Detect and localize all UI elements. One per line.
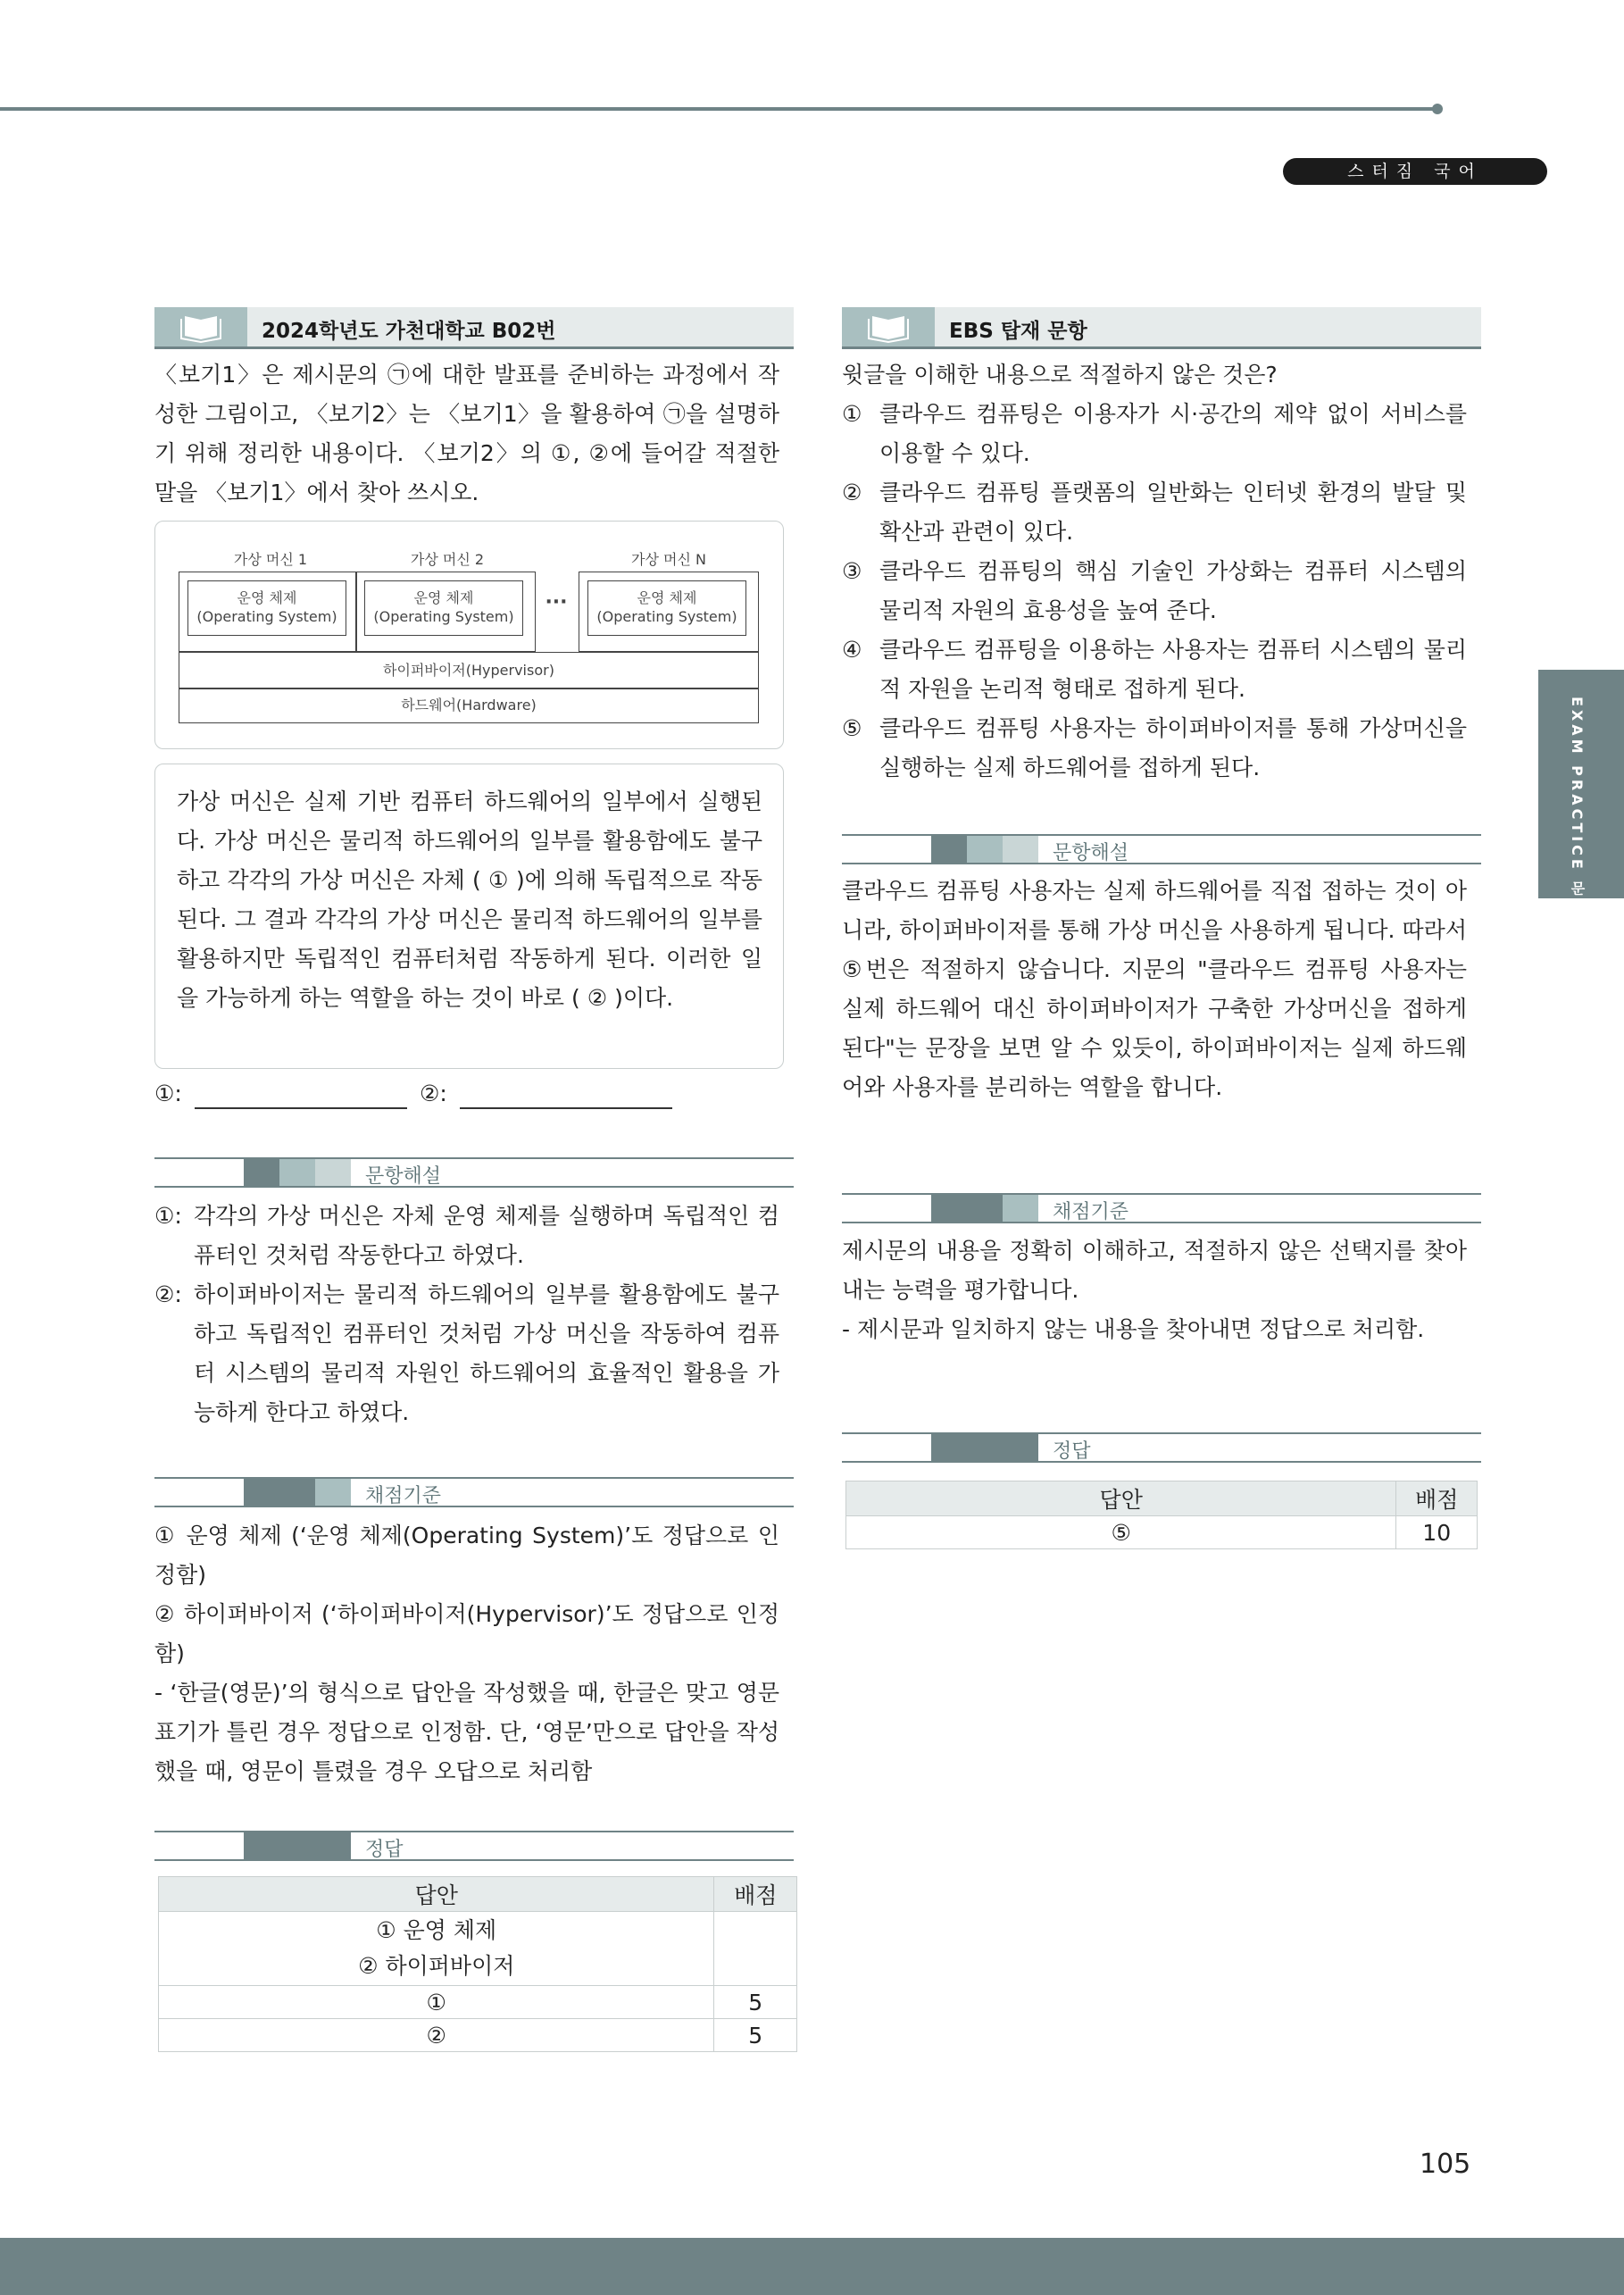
choice-5[interactable] — [842, 709, 1467, 788]
os-box-1-subtitle: (Operating System) — [196, 608, 337, 625]
left-explain-item-1 — [154, 1197, 779, 1275]
vmn-label: 가상 머신 N — [631, 551, 706, 568]
passage-box — [154, 764, 784, 1069]
ellipsis: ··· — [545, 591, 568, 613]
left-criteria-label: 채점기준 — [365, 1485, 442, 1507]
left-answer-table — [158, 1876, 797, 2052]
left-criteria-3: - ‘한글(영문)’의 형식으로 답안을 작성했을 때, 한글은 맞고 영문 표기가 틀린 경우 정답으로 인정함. 단, ‘영문’만으로 답안을 작성했을 때, 영문이 틀렸을 경우 오답으로 처리함 — [154, 1680, 779, 1784]
choice-2[interactable] — [842, 473, 1467, 552]
table-header-row — [159, 1877, 797, 1912]
right-criteria-1: 제시문의 내용을 정확히 이해하고, 적절하지 않은 선택지를 찾아내는 능력을 평가합니다. — [842, 1238, 1467, 1303]
choice-2-num: ② — [842, 480, 862, 505]
left-criteria-header — [154, 1477, 794, 1507]
page-number: 105 — [1420, 2149, 1471, 2180]
left-question-title: 2024학년도 가천대학교 B02번 — [262, 320, 556, 343]
hypervisor-layer: 하이퍼바이저(Hypervisor) — [179, 652, 759, 689]
top-rule — [0, 107, 1437, 111]
os-box-2 — [364, 580, 523, 636]
choice-2-text: 클라우드 컴퓨팅 플랫폼의 일반화는 인터넷 환경의 발달 및 확산과 관련이 있다. — [879, 480, 1467, 545]
right-criteria-header — [842, 1193, 1481, 1223]
right-question-title: EBS 탑재 문항 — [949, 320, 1087, 343]
main-score-cell — [714, 1912, 797, 1986]
os-box-1-title: 운영 체제 — [237, 589, 297, 606]
table-row — [159, 2019, 797, 2052]
series-tag: 스터짐 국어 — [1283, 158, 1547, 185]
score-cell-1: 5 — [714, 1986, 797, 2019]
main-answer-cell — [159, 1912, 714, 1986]
col-score: 배점 — [714, 1877, 797, 1912]
blank-2-line[interactable] — [460, 1107, 672, 1109]
os-box-n — [587, 580, 746, 636]
side-tab — [1538, 670, 1624, 917]
os-box-1 — [187, 580, 346, 636]
col-answer: 답안 — [159, 1877, 714, 1912]
left-explain-num-1: ①: — [154, 1203, 182, 1229]
vm1-label: 가상 머신 1 — [233, 551, 308, 568]
vm2-label: 가상 머신 2 — [410, 551, 485, 568]
os-box-n-subtitle: (Operating System) — [596, 608, 737, 625]
left-answer-label: 정답 — [365, 1839, 404, 1861]
virtualization-diagram — [154, 521, 784, 749]
choice-5-text: 클라우드 컴퓨팅 사용자는 하이퍼바이저를 통해 가상머신을 실행하는 실제 하드웨어를 접하게 된다. — [879, 715, 1467, 780]
right-answer-header — [842, 1432, 1481, 1463]
choice-3-text: 클라우드 컴퓨팅의 핵심 기술인 가상화는 컴퓨터 시스템의 물리적 자원의 효용성을 높여 준다. — [879, 558, 1467, 623]
os-box-2-title: 운영 체제 — [413, 589, 474, 606]
table-header-row — [846, 1481, 1478, 1516]
left-explain-list — [154, 1197, 779, 1432]
left-explain-text-1: 각각의 가상 머신은 자체 운영 체제를 실행하며 독립적인 컴퓨터인 것처럼 작동한다고 하였다. — [194, 1203, 779, 1268]
left-explain-header — [154, 1157, 794, 1188]
book-icon — [842, 307, 935, 346]
right-question-header — [842, 307, 1481, 349]
left-explain-item-2 — [154, 1275, 779, 1432]
left-explain-num-2: ②: — [154, 1281, 182, 1307]
answer-cell-1: ① — [159, 1986, 714, 2019]
choice-4-text: 클라우드 컴퓨팅을 이용하는 사용자는 컴퓨터 시스템의 물리적 자원을 논리적 형태로 접하게 된다. — [879, 637, 1467, 702]
right-question-text: 윗글을 이해한 내용으로 적절하지 않은 것은? — [842, 362, 1278, 388]
score-cell-2: 5 — [714, 2019, 797, 2052]
right-explain-header — [842, 834, 1481, 864]
left-explain-text-2: 하이퍼바이저는 물리적 하드웨어의 일부를 활용함에도 불구하고 독립적인 컴퓨터인 것처럼 가상 머신을 작동하여 컴퓨터 시스템의 물리적 자원인 하드웨어의 효율적인 활용을 가능하게 한다고 하였다. — [194, 1281, 779, 1425]
answer-cell-2: ② — [159, 2019, 714, 2052]
os-box-n-title: 운영 체제 — [637, 589, 697, 606]
bottom-bar — [0, 2238, 1624, 2295]
choice-list — [842, 395, 1467, 788]
blank-1-line[interactable] — [195, 1107, 407, 1109]
right-answer-label: 정답 — [1053, 1440, 1091, 1463]
main-answer-line-1: ① 운영 체제 — [376, 1917, 497, 1943]
os-box-2-subtitle: (Operating System) — [373, 608, 514, 625]
main-answer-line-2: ② 하이퍼바이저 — [358, 1953, 515, 1979]
choice-1-num: ① — [842, 401, 862, 427]
choice-3-num: ③ — [842, 558, 862, 584]
side-tab-label: EXAM PRACTICE 문제 — [1569, 697, 1586, 917]
passage-text: 가상 머신은 실제 기반 컴퓨터 하드웨어의 일부에서 실행된다. 가상 머신은 물리적 하드웨어의 일부를 활용함에도 불구하고 각각의 가상 머신은 자체 ( ① )에 의해 독립적으로 작동된다. 그 결과 각각의 가상 머신은 물리적 하드웨어의 일부를 활용하지만 독립적인 컴퓨터처럼 작동하게 된다. 이러한 일을 가능하게 하는 역할을 하는 것이 바로 ( ② )이다. — [177, 789, 762, 1011]
answer-cell: ⑤ — [846, 1516, 1396, 1549]
col-answer: 답안 — [846, 1481, 1396, 1516]
left-criteria-2: ② 하이퍼바이저 (‘하이퍼바이저(Hypervisor)’도 정답으로 인정함) — [154, 1601, 779, 1666]
right-criteria-2: - 제시문과 일치하지 않는 내용을 찾아내면 정답으로 처리함. — [842, 1316, 1425, 1342]
blank-2-label: ②: — [420, 1081, 447, 1106]
left-criteria-list — [154, 1516, 779, 1791]
col-score: 배점 — [1396, 1481, 1478, 1516]
left-criteria-1: ① 운영 체제 (‘운영 체제(Operating System)’도 정답으로 인정함) — [154, 1523, 779, 1588]
choice-4[interactable] — [842, 630, 1467, 709]
right-criteria-label: 채점기준 — [1053, 1201, 1129, 1223]
left-explain-label: 문항해설 — [365, 1165, 442, 1188]
choice-5-num: ⑤ — [842, 715, 862, 741]
blank-1-label: ①: — [154, 1081, 182, 1106]
left-question-header — [154, 307, 794, 349]
right-answer-table — [845, 1481, 1478, 1549]
left-answer-header — [154, 1831, 794, 1861]
right-explain-label: 문항해설 — [1053, 842, 1129, 864]
choice-3[interactable] — [842, 552, 1467, 630]
choice-4-num: ④ — [842, 637, 862, 663]
choice-1[interactable] — [842, 395, 1467, 473]
hardware-layer: 하드웨어(Hardware) — [179, 688, 759, 723]
right-criteria-list — [842, 1231, 1467, 1349]
book-icon — [154, 307, 247, 346]
table-row — [846, 1516, 1478, 1549]
score-cell: 10 — [1396, 1516, 1478, 1549]
table-row — [159, 1986, 797, 2019]
left-question-text: 〈보기1〉은 제시문의 ㉠에 대한 발표를 준비하는 과정에서 작성한 그림이고, 〈보기2〉는 〈보기1〉을 활용하여 ㉠을 설명하기 위해 정리한 내용이다. 〈보기2〉의 ①, ②에 들어갈 적절한 말을 〈보기1〉에서 찾아 쓰시오. — [154, 362, 779, 505]
table-row — [159, 1912, 797, 1986]
top-rule-dot — [1432, 104, 1443, 114]
choice-1-text: 클라우드 컴퓨팅은 이용자가 시·공간의 제약 없이 서비스를 이용할 수 있다. — [879, 401, 1467, 466]
right-explain-text: 클라우드 컴퓨팅 사용자는 실제 하드웨어를 직접 접하는 것이 아니라, 하이퍼바이저를 통해 가상 머신을 사용하게 됩니다. 따라서 ⑤번은 적절하지 않습니다. 지문의 "클라우드 컴퓨팅 사용자는 실제 하드웨어 대신 하이퍼바이저가 구축한 가상머신을 접하게 된다"는 문장을 보면 알 수 있듯이, 하이퍼바이저는 실제 하드웨어와 사용자를 분리하는 역할을 합니다. — [842, 878, 1467, 1100]
